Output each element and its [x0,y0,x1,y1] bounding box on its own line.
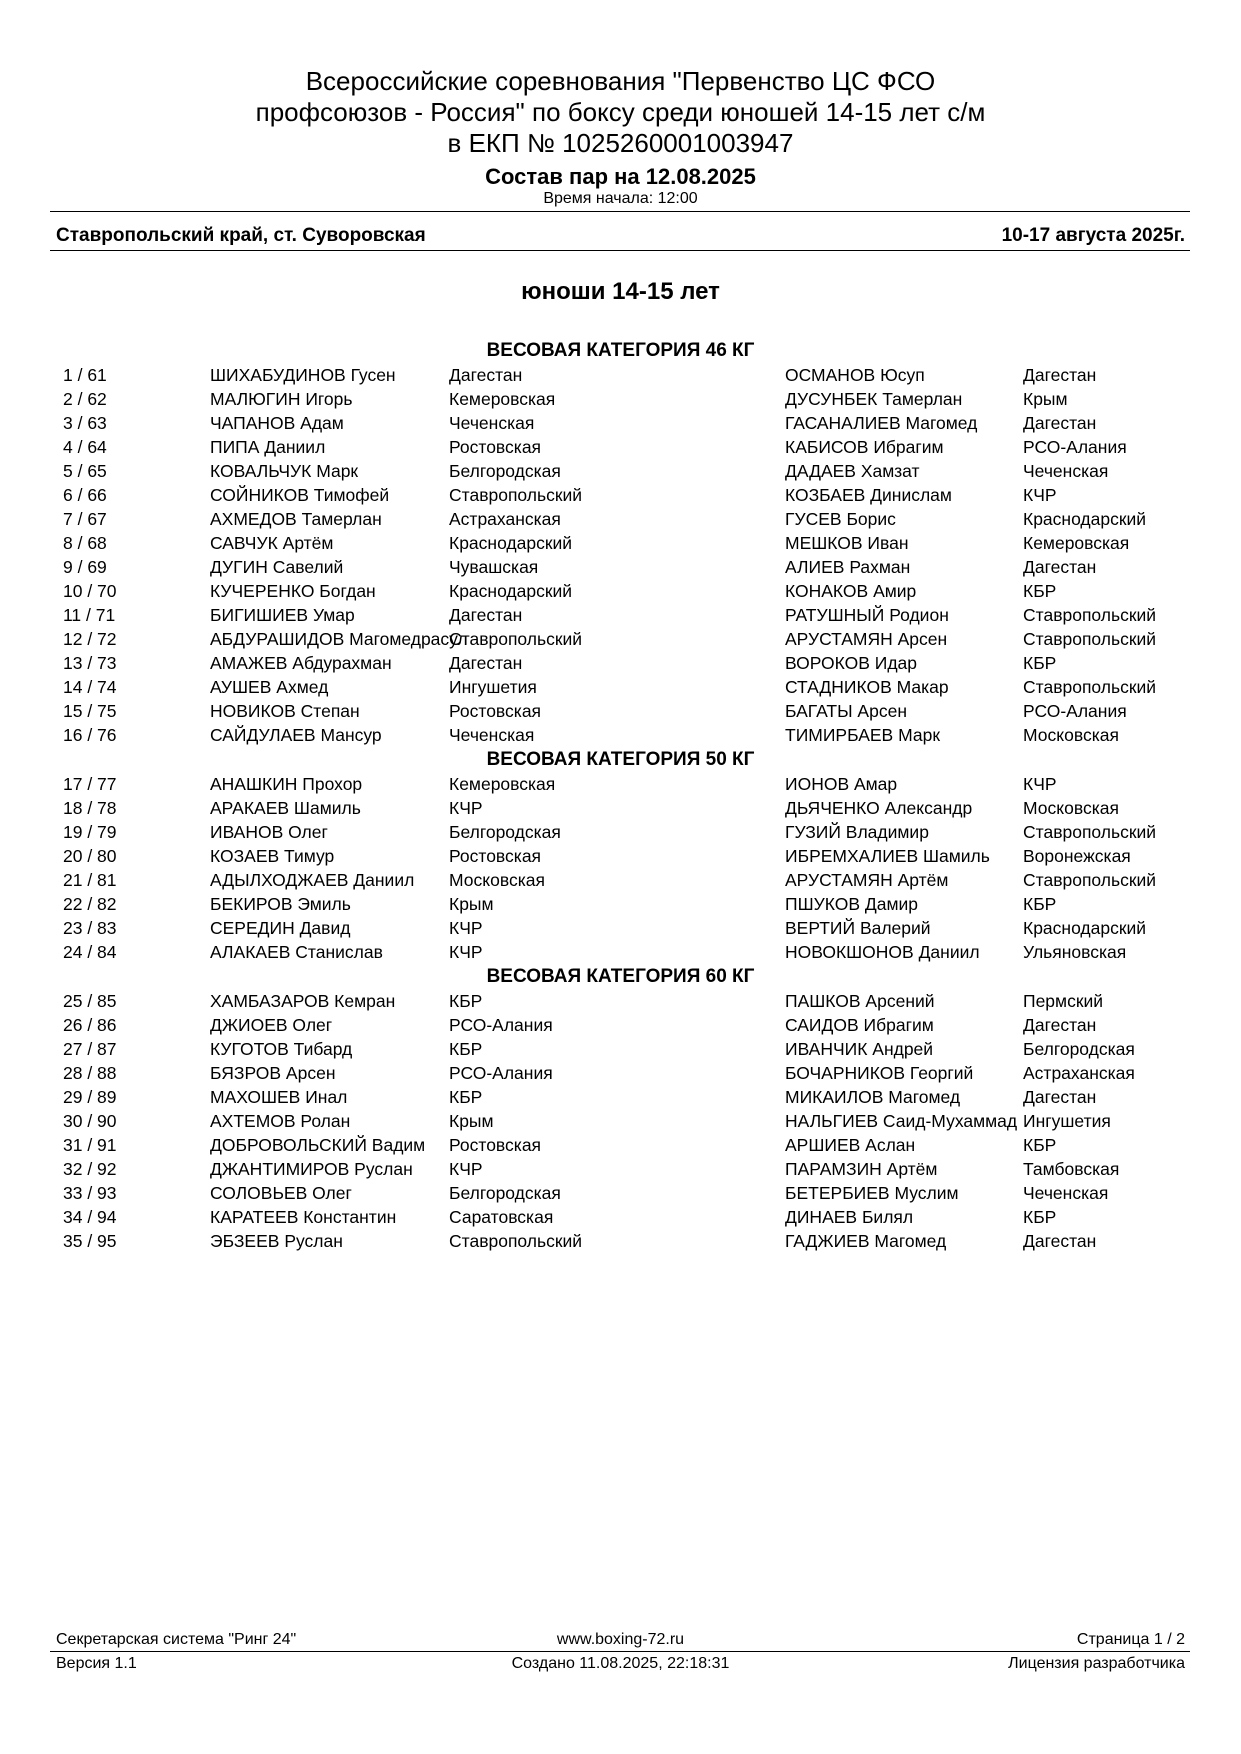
blue-corner-region: Дагестан [1023,413,1097,433]
red-corner-name: СОЙНИКОВ Тимофей [210,485,390,505]
bout-row [0,627,1241,651]
blue-corner-region: КБР [1023,1135,1057,1155]
blue-corner-region: КЧР [1023,485,1057,505]
blue-corner-name: ГУСЕВ Борис [785,509,896,529]
blue-corner-region: Краснодарский [1023,509,1147,529]
red-corner-name: ЭБЗЕЕВ Руслан [210,1231,343,1251]
blue-corner-region: Чеченская [1023,1183,1109,1203]
red-corner-region: Краснодарский [449,581,573,601]
blue-corner-region: Ставропольский [1023,677,1157,697]
bout-row [0,1205,1241,1229]
red-corner-region: Ростовская [449,1135,542,1155]
blue-corner-name: МИКАИЛОВ Магомед [785,1087,961,1107]
bout-number: 30 / 90 [63,1111,117,1131]
red-corner-region: Кемеровская [449,389,556,409]
red-corner-region: Белгородская [449,822,561,842]
blue-corner-name: АРУСТАМЯН Артём [785,870,949,890]
bout-row [0,1061,1241,1085]
bout-row [0,699,1241,723]
blue-corner-name: ИВАНЧИК Андрей [785,1039,934,1059]
bout-number: 27 / 87 [63,1039,117,1059]
red-corner-name: АУШЕВ Ахмед [210,677,329,697]
red-corner-region: Белгородская [449,1183,561,1203]
bout-number: 29 / 89 [63,1087,117,1107]
red-corner-region: Чувашская [449,557,539,577]
red-corner-name: СОЛОВЬЕВ Олег [210,1183,352,1203]
blue-corner-name: БЕТЕРБИЕВ Муслим [785,1183,959,1203]
blue-corner-name: ИОНОВ Амар [785,774,898,794]
bout-row [0,723,1241,747]
bout-row [0,579,1241,603]
header-rule-bottom [50,250,1190,251]
blue-corner-name: БОЧАРНИКОВ Георгий [785,1063,974,1083]
blue-corner-region: Крым [1023,389,1068,409]
blue-corner-name: ПАРАМЗИН Артём [785,1159,938,1179]
bout-row [0,363,1241,387]
blue-corner-name: ДАДАЕВ Хамзат [785,461,920,481]
blue-corner-region: Ставропольский [1023,605,1157,625]
bout-row [0,651,1241,675]
red-corner-name: СЕРЕДИН Давид [210,918,351,938]
blue-corner-region: Чеченская [1023,461,1109,481]
blue-corner-region: Астраханская [1023,1063,1135,1083]
weight-category-title: ВЕСОВАЯ КАТЕГОРИЯ 50 КГ [486,749,755,770]
red-corner-name: КУГОТОВ Тибард [210,1039,353,1059]
footer-rule [50,1651,1190,1652]
blue-corner-name: ГАСАНАЛИЕВ Магомед [785,413,978,433]
blue-corner-name: ВОРОКОВ Идар [785,653,918,673]
red-corner-region: Кемеровская [449,774,556,794]
red-corner-region: Чеченская [449,725,535,745]
bout-number: 28 / 88 [63,1063,117,1083]
location: Ставропольский край, ст. Суворовская [56,225,426,246]
bout-number: 31 / 91 [63,1135,117,1155]
blue-corner-region: Воронежская [1023,846,1131,866]
blue-corner-name: КАБИСОВ Ибрагим [785,437,944,457]
red-corner-region: КЧР [449,942,483,962]
red-corner-name: АНАШКИН Прохор [210,774,363,794]
footer-version: Версия 1.1 [56,1655,137,1672]
red-corner-name: АМАЖЕВ Абдурахман [210,653,392,673]
bout-number: 20 / 80 [63,846,117,866]
bout-number: 5 / 65 [63,461,107,481]
bout-row [0,772,1241,796]
red-corner-region: КБР [449,1087,483,1107]
blue-corner-region: Ставропольский [1023,822,1157,842]
bout-row [0,796,1241,820]
blue-corner-name: ПАШКОВ Арсений [785,991,935,1011]
red-corner-name: ДЖАНТИМИРОВ Руслан [210,1159,413,1179]
bout-number: 23 / 83 [63,918,117,938]
blue-corner-region: Дагестан [1023,557,1097,577]
blue-corner-region: Ульяновская [1023,942,1127,962]
bout-row [0,411,1241,435]
blue-corner-region: КБР [1023,894,1057,914]
red-corner-name: АХТЕМОВ Ролан [210,1111,351,1131]
bout-row [0,820,1241,844]
red-corner-name: НОВИКОВ Степан [210,701,360,721]
red-corner-name: ЧАПАНОВ Адам [210,413,344,433]
blue-corner-name: МЕШКОВ Иван [785,533,909,553]
blue-corner-name: КОНАКОВ Амир [785,581,917,601]
red-corner-name: БИГИШИЕВ Умар [210,605,355,625]
bout-number: 26 / 86 [63,1015,117,1035]
blue-corner-name: АЛИЕВ Рахман [785,557,911,577]
blue-corner-name: ГАДЖИЕВ Магомед [785,1231,947,1251]
bout-row [0,916,1241,940]
red-corner-name: ИВАНОВ Олег [210,822,328,842]
red-corner-region: Саратовская [449,1207,554,1227]
red-corner-region: КЧР [449,1159,483,1179]
bout-number: 33 / 93 [63,1183,117,1203]
weight-category-title: ВЕСОВАЯ КАТЕГОРИЯ 60 КГ [486,966,755,987]
blue-corner-region: Ставропольский [1023,870,1157,890]
red-corner-region: Ростовская [449,437,542,457]
bout-number: 4 / 64 [63,437,107,457]
bout-number: 21 / 81 [63,870,117,890]
blue-corner-name: НАЛЬГИЕВ Саид-Мухаммад [785,1111,1018,1131]
bout-row [0,1109,1241,1133]
red-corner-name: КОЗАЕВ Тимур [210,846,335,866]
bout-number: 17 / 77 [63,774,117,794]
bout-number: 10 / 70 [63,581,117,601]
header-rule-top [50,211,1190,212]
bout-row [0,531,1241,555]
blue-corner-name: НОВОКШОНОВ Даниил [785,942,980,962]
title-line-2: профсоюзов - Россия" по боксу среди юношей 14-15 лет с/м [255,97,986,127]
blue-corner-region: Дагестан [1023,1015,1097,1035]
red-corner-region: РСО-Алания [449,1015,553,1035]
blue-corner-name: СТАДНИКОВ Макар [785,677,949,697]
red-corner-region: Крым [449,894,494,914]
blue-corner-name: ВЕРТИЙ Валерий [785,918,931,938]
blue-corner-region: КБР [1023,581,1057,601]
red-corner-name: КАРАТЕЕВ Константин [210,1207,397,1227]
bout-row [0,868,1241,892]
red-corner-region: Дагестан [449,653,523,673]
red-corner-name: БЯЗРОВ Арсен [210,1063,336,1083]
dates: 10-17 августа 2025г. [1001,225,1185,246]
bout-row [0,483,1241,507]
bout-row [0,892,1241,916]
red-corner-name: КОВАЛЬЧУК Марк [210,461,359,481]
red-corner-name: БЕКИРОВ Эмиль [210,894,351,914]
bout-row [0,603,1241,627]
red-corner-name: ХАМБАЗАРОВ Кемран [210,991,396,1011]
blue-corner-name: ТИМИРБАЕВ Марк [785,725,940,745]
bout-number: 22 / 82 [63,894,117,914]
bout-row [0,1013,1241,1037]
red-corner-name: АРАКАЕВ Шамиль [210,798,361,818]
bout-row [0,555,1241,579]
bout-row [0,1085,1241,1109]
bout-number: 16 / 76 [63,725,117,745]
blue-corner-region: РСО-Алания [1023,701,1127,721]
blue-corner-name: ДИНАЕВ Билял [785,1207,914,1227]
bout-number: 7 / 67 [63,509,107,529]
red-corner-name: ДУГИН Савелий [210,557,344,577]
red-corner-region: Белгородская [449,461,561,481]
red-corner-region: Чеченская [449,413,535,433]
bout-number: 15 / 75 [63,701,117,721]
red-corner-name: АБДУРАШИДОВ Магомедрасул [210,629,468,649]
footer-created: Создано 11.08.2025, 22:18:31 [511,1655,730,1672]
blue-corner-name: АРУСТАМЯН Арсен [785,629,948,649]
red-corner-region: Ингушетия [449,677,537,697]
red-corner-name: ШИХАБУДИНОВ Гусен [210,365,396,385]
blue-corner-region: Кемеровская [1023,533,1130,553]
blue-corner-region: Краснодарский [1023,918,1147,938]
blue-corner-region: Московская [1023,798,1119,818]
bout-number: 2 / 62 [63,389,107,409]
red-corner-name: АДЫЛХОДЖАЕВ Даниил [210,870,415,890]
blue-corner-region: Ставропольский [1023,629,1157,649]
subtitle: Состав пар на 12.08.2025 [485,164,756,189]
red-corner-region: Ставропольский [449,485,583,505]
red-corner-region: РСО-Алания [449,1063,553,1083]
blue-corner-name: САИДОВ Ибрагим [785,1015,934,1035]
blue-corner-name: БАГАТЫ Арсен [785,701,907,721]
red-corner-name: АХМЕДОВ Тамерлан [210,509,382,529]
red-corner-region: Ростовская [449,701,542,721]
footer-license: Лицензия разработчика [1008,1655,1185,1672]
blue-corner-name: КОЗБАЕВ Динислам [785,485,952,505]
title-line-3: в ЕКП № 1025260001003947 [447,128,794,158]
blue-corner-region: Дагестан [1023,365,1097,385]
blue-corner-region: РСО-Алания [1023,437,1127,457]
red-corner-name: МАЛЮГИН Игорь [210,389,353,409]
blue-corner-region: КБР [1023,1207,1057,1227]
blue-corner-region: Московская [1023,725,1119,745]
red-corner-name: САЙДУЛАЕВ Мансур [210,725,382,745]
bout-row [0,1181,1241,1205]
bout-number: 24 / 84 [63,942,117,962]
bout-number: 3 / 63 [63,413,107,433]
red-corner-region: Дагестан [449,365,523,385]
red-corner-region: Краснодарский [449,533,573,553]
blue-corner-region: КЧР [1023,774,1057,794]
blue-corner-name: ДУСУНБЕК Тамерлан [785,389,963,409]
blue-corner-region: Ингушетия [1023,1111,1111,1131]
bout-row [0,940,1241,964]
blue-corner-region: Дагестан [1023,1231,1097,1251]
weight-category-title: ВЕСОВАЯ КАТЕГОРИЯ 46 КГ [486,340,755,361]
bout-list [0,338,1241,1253]
blue-corner-name: ОСМАНОВ Юсуп [785,365,925,385]
red-corner-region: Ставропольский [449,629,583,649]
red-corner-name: САВЧУК Артём [210,533,334,553]
blue-corner-name: РАТУШНЫЙ Родион [785,605,949,625]
blue-corner-name: ДЬЯЧЕНКО Александр [785,798,973,818]
red-corner-region: Ростовская [449,846,542,866]
footer-page: Страница 1 / 2 [1076,1631,1185,1648]
start-time: Время начала: 12:00 [543,190,698,207]
red-corner-name: ДЖИОЕВ Олег [210,1015,333,1035]
bout-number: 1 / 61 [63,365,107,385]
bout-number: 25 / 85 [63,991,117,1011]
footer-system: Секретарская система "Ринг 24" [56,1631,297,1648]
red-corner-region: Астраханская [449,509,561,529]
bout-number: 32 / 92 [63,1159,117,1179]
bout-number: 14 / 74 [63,677,117,697]
red-corner-region: Крым [449,1111,494,1131]
red-corner-name: КУЧЕРЕНКО Богдан [210,581,376,601]
bout-number: 35 / 95 [63,1231,117,1251]
bout-number: 34 / 94 [63,1207,117,1227]
bout-number: 18 / 78 [63,798,117,818]
bout-number: 13 / 73 [63,653,117,673]
blue-corner-region: Дагестан [1023,1087,1097,1107]
bout-number: 11 / 71 [63,605,116,625]
red-corner-region: КБР [449,1039,483,1059]
red-corner-name: АЛАКАЕВ Станислав [210,942,383,962]
bout-row [0,989,1241,1013]
group-title: юноши 14-15 лет [521,278,720,305]
title-line-1: Всероссийские соревнования "Первенство ЦС ФСО [305,66,936,96]
red-corner-region: КЧР [449,918,483,938]
bout-number: 12 / 72 [63,629,117,649]
bout-row [0,675,1241,699]
red-corner-name: МАХОШЕВ Инал [210,1087,348,1107]
bout-number: 8 / 68 [63,533,107,553]
footer-website: www.boxing-72.ru [556,1631,685,1648]
bout-row [0,1037,1241,1061]
blue-corner-region: КБР [1023,653,1057,673]
bout-row [0,435,1241,459]
red-corner-name: ПИПА Даниил [210,437,326,457]
red-corner-region: Московская [449,870,545,890]
bout-row [0,844,1241,868]
bout-row [0,1157,1241,1181]
red-corner-region: КЧР [449,798,483,818]
bout-row [0,1229,1241,1253]
bout-number: 6 / 66 [63,485,107,505]
bout-row [0,507,1241,531]
bout-row [0,1133,1241,1157]
blue-corner-name: ИБРЕМХАЛИЕВ Шамиль [785,846,990,866]
red-corner-name: ДОБРОВОЛЬСКИЙ Вадим [210,1135,426,1155]
blue-corner-region: Пермский [1023,991,1104,1011]
bout-number: 9 / 69 [63,557,107,577]
blue-corner-region: Белгородская [1023,1039,1135,1059]
bout-row [0,387,1241,411]
blue-corner-name: ГУЗИЙ Владимир [785,822,929,842]
bout-row [0,459,1241,483]
red-corner-region: КБР [449,991,483,1011]
blue-corner-name: ПШУКОВ Дамир [785,894,919,914]
red-corner-region: Ставропольский [449,1231,583,1251]
red-corner-region: Дагестан [449,605,523,625]
bout-number: 19 / 79 [63,822,117,842]
blue-corner-region: Тамбовская [1023,1159,1120,1179]
blue-corner-name: АРШИЕВ Аслан [785,1135,916,1155]
